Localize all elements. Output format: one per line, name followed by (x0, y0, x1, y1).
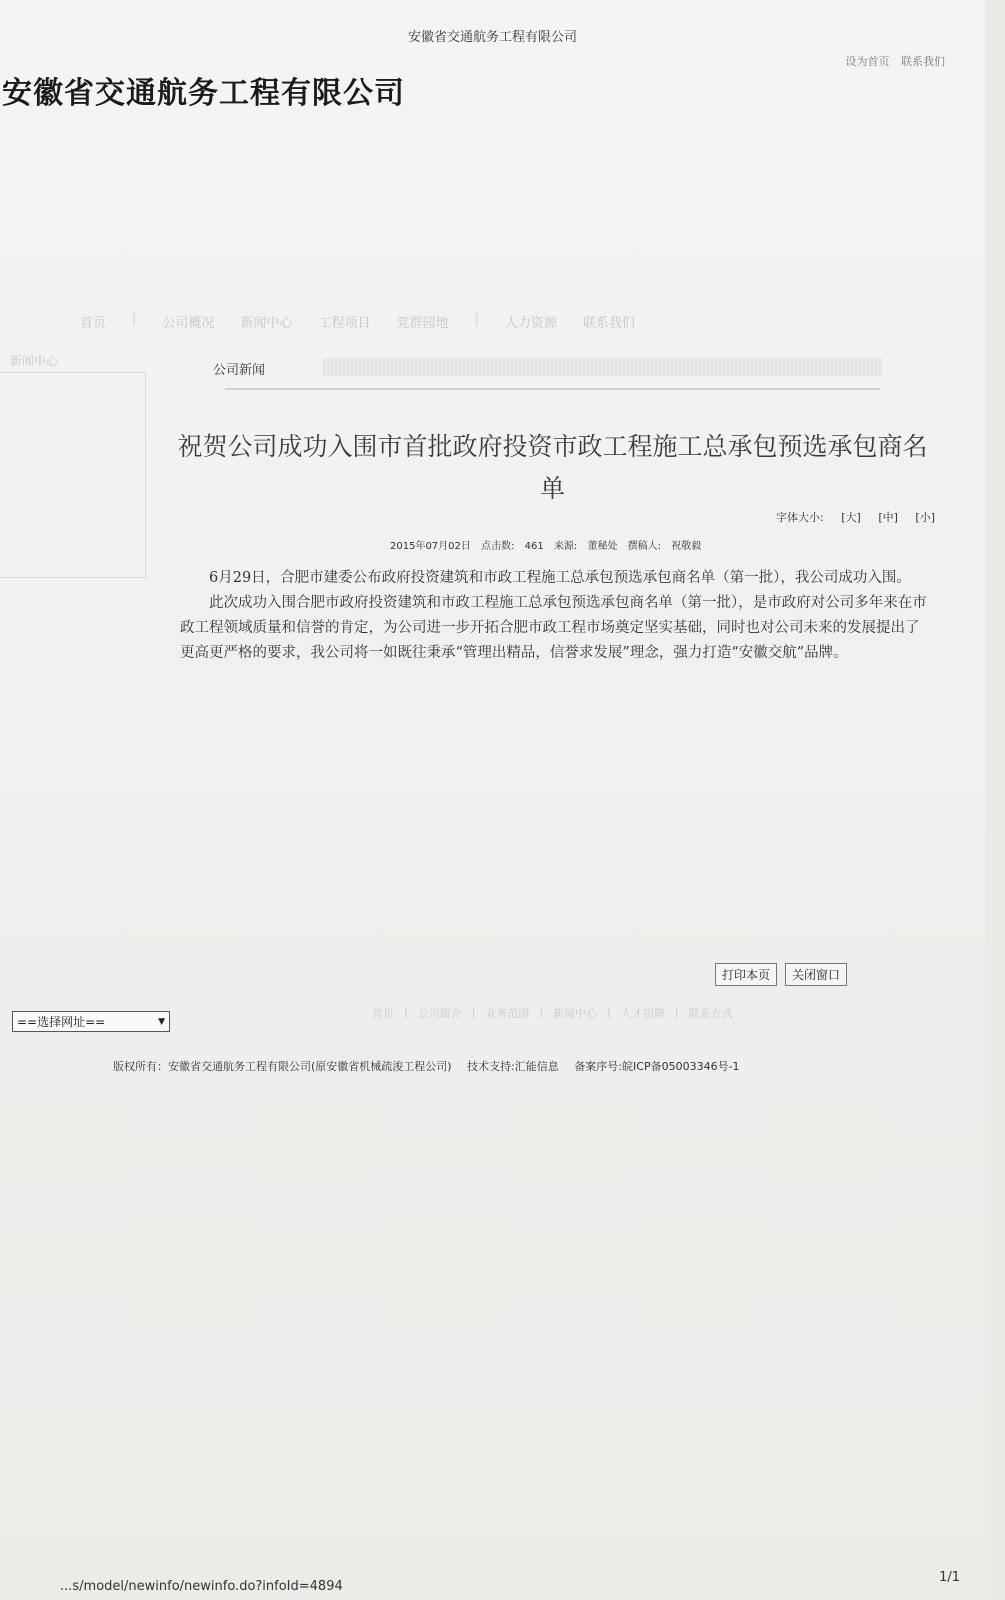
top-links (838, 53, 946, 69)
contact-us-link[interactable]: 联系我们 (901, 55, 945, 68)
clicks-label: 点击数: (481, 541, 515, 552)
article-title: 祝贺公司成功入围市首批政府投资市政工程施工总承包预选承包商名单 (177, 432, 928, 503)
nav-item-news[interactable]: 新闻中心 (240, 316, 293, 331)
nav-item-home[interactable]: 首页 (80, 316, 107, 331)
font-size-medium-link[interactable]: [中] (878, 511, 898, 524)
article-date: 2015年07月02日 (390, 541, 471, 552)
article-actions (715, 963, 847, 986)
footer-divider: | (471, 1005, 476, 1018)
nav-item-about[interactable]: 公司概况 (162, 316, 215, 331)
nav-item-contact[interactable]: 联系我们 (582, 316, 635, 331)
footer-divider: | (607, 1005, 611, 1018)
nav-item-hr[interactable]: 人力资源 (504, 316, 557, 331)
source-value: 董秘处 (587, 541, 618, 552)
footer-link-business[interactable]: 业务范围 (485, 1007, 530, 1020)
footer-link-news[interactable]: 新闻中心 (553, 1007, 598, 1020)
url-select[interactable] (12, 1011, 170, 1032)
footer-link-about[interactable]: 公司简介 (417, 1007, 462, 1020)
nav-divider: | (474, 312, 479, 327)
nav-item-projects[interactable]: 工程项目 (318, 316, 371, 331)
font-size-large-link[interactable]: [大] (841, 511, 861, 524)
set-homepage-link[interactable]: 设为首页 (845, 55, 890, 68)
footer-link-home[interactable]: 首页 (372, 1007, 394, 1020)
divider (225, 388, 880, 390)
footer-divider: | (404, 1005, 408, 1018)
nav-divider: | (132, 312, 137, 327)
source-label: 来源: (553, 541, 578, 552)
footer-link-jobs[interactable]: 人才招聘 (620, 1007, 665, 1020)
article-paragraph: 此次成功入围合肥市政府投资建筑和市政工程施工总承包预选承包商名单（第一批），是市政府对公司多年来在市政工程领域质量和信誉的肯定，为公司进一步开拓合肥市政工程市场奠定坚实基础，同时也对公司未来的发展提出了更高更严格的要求，我公司将一如既往秉承“管理出精品，信誉求发展”理念，强力打造“安徽交航”品牌。 (180, 595, 927, 661)
print-header: 安徽省交通航务工程有限公司 (407, 30, 577, 45)
article-paragraph: 6月29日，合肥市建委公布政府投资建筑和市政工程施工总承包预选承包商名单（第一批），我公司成功入围。 (209, 570, 911, 586)
section-title-bar (323, 358, 883, 376)
copyright (113, 1058, 752, 1074)
font-size-control (762, 509, 935, 525)
site-logo[interactable]: 安徽省交通航务工程有限公司 (2, 76, 405, 111)
sidebar-title: 新闻中心 (10, 354, 59, 368)
url-select-value: ==选择网址== (17, 1015, 106, 1029)
copyright-support: 技术支持:汇能信息 (467, 1060, 559, 1073)
sidebar-panel (0, 372, 146, 578)
print-page-button[interactable]: 打印本页 (715, 963, 777, 986)
main-nav (80, 312, 661, 331)
article-body (180, 566, 928, 666)
footer-divider: | (539, 1005, 544, 1018)
close-window-button[interactable]: 关闭窗口 (785, 963, 847, 986)
footer-nav (372, 1005, 733, 1021)
author-label: 撰稿人: (627, 541, 662, 552)
footer-link-contact[interactable]: 联系方式 (688, 1007, 733, 1020)
font-size-small-link[interactable]: [小] (915, 511, 935, 524)
author-value: 祝敬毅 (671, 541, 702, 552)
article-meta (390, 537, 708, 552)
copyright-owner: 版权所有：安徽省交通航务工程有限公司(原安徽省机械疏浚工程公司) (113, 1060, 452, 1073)
clicks-value: 461 (524, 541, 544, 552)
font-size-label: 字体大小: (776, 511, 824, 524)
footer-divider: | (674, 1005, 679, 1018)
print-url: ...s/model/newinfo/newinfo.do?infoId=4894 (60, 1579, 343, 1594)
print-page-number: 1/1 (939, 1570, 960, 1585)
chevron-down-icon: ▼ (158, 1016, 165, 1027)
section-title: 公司新闻 (213, 363, 266, 378)
nav-item-party[interactable]: 党群园地 (396, 316, 449, 331)
copyright-icp: 备案序号:皖ICP备05003346号-1 (574, 1060, 740, 1073)
